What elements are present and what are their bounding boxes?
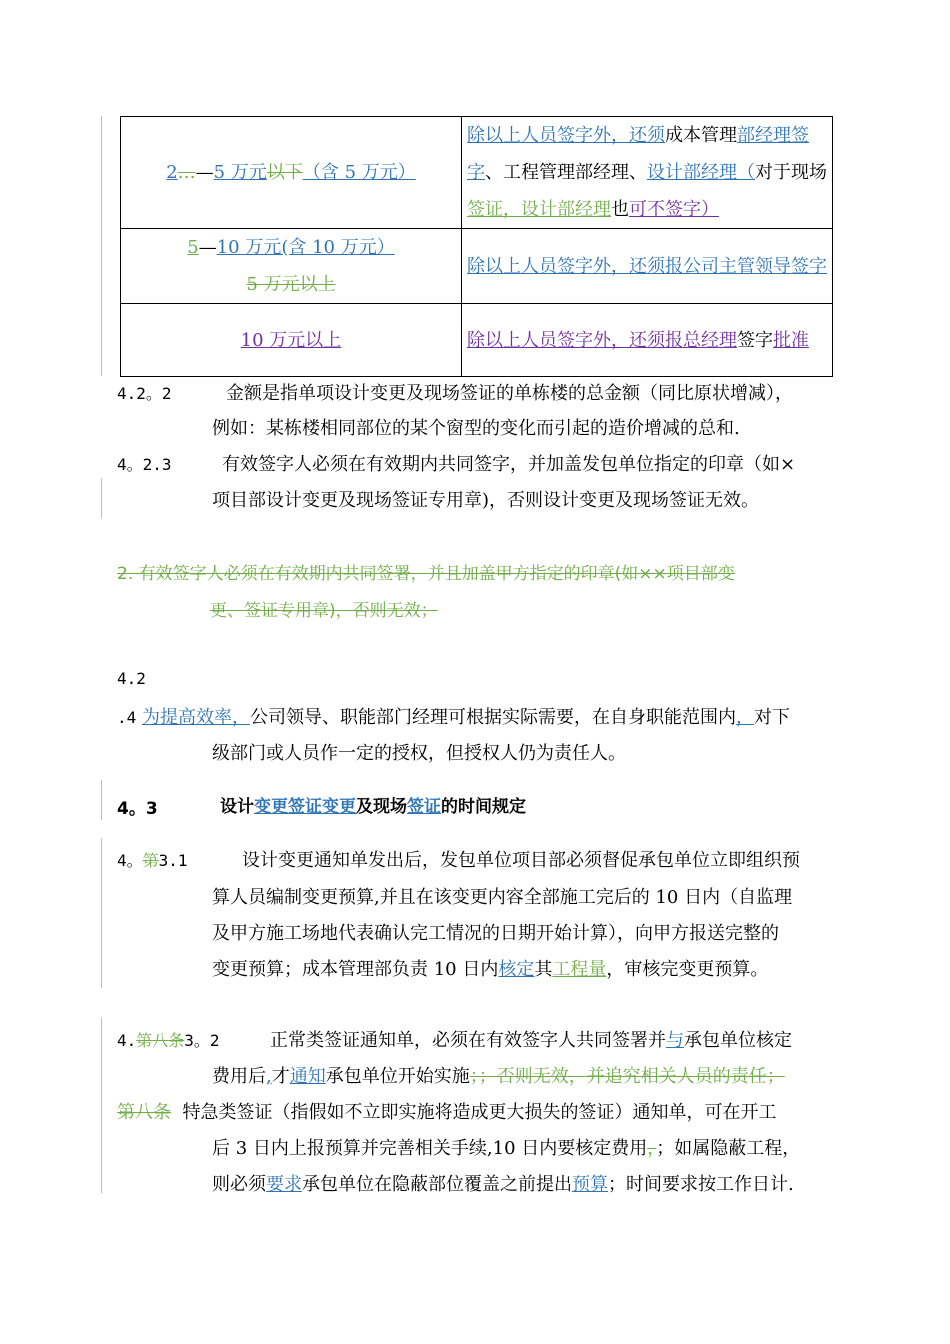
approval-table xyxy=(120,116,833,377)
inserted-text: 除以上人员签字外，还须 xyxy=(467,125,665,146)
table-row xyxy=(121,304,833,377)
clause-text: 级部门或人员作一定的授权，但授权人仍为责任人。 xyxy=(212,743,626,764)
text-run: 承包单位在隐蔽部位覆盖之前提出 xyxy=(302,1174,572,1195)
text-run: 后 3 日内上报预算并完善相关手续,10 日内要核定费用 xyxy=(212,1138,648,1159)
text-run: ；时间要求按工作日计. xyxy=(608,1174,794,1195)
signers-cell xyxy=(462,117,833,229)
clause-text: 例如：某栋楼相同部位的某个窗型的变化而引起的造价增减的总和. xyxy=(212,418,740,439)
text-run: — xyxy=(198,237,217,258)
deleted-text: 第八条 xyxy=(117,1102,171,1123)
text-run: 对下 xyxy=(754,707,790,728)
inserted-text: 变更签证变更 xyxy=(254,797,356,817)
inserted-text: （含 5 万元） xyxy=(302,162,416,183)
amount-range-line xyxy=(121,266,461,303)
text-run: ，审核完变更预算。 xyxy=(606,959,769,980)
deleted-clause: 更、签证专用章)，否则无效； xyxy=(210,601,438,621)
text-run: 费用后 xyxy=(212,1066,266,1087)
inserted-text: 5 xyxy=(187,237,199,258)
section-heading xyxy=(220,792,526,817)
section-number: 4。3 xyxy=(117,799,158,819)
table-row xyxy=(121,117,833,229)
text-run: 承包单位开始实施 xyxy=(325,1066,470,1087)
clause-number-part: 3.1 xyxy=(158,851,188,870)
inserted-text: 签证 xyxy=(407,797,441,817)
table-row xyxy=(121,229,833,304)
text-run: 承包单位核定 xyxy=(684,1030,792,1051)
clause-text: 算人员编制变更预算,并且在该变更内容全部施工完后的 10 日内（自监理 xyxy=(212,887,793,908)
text-run: 公司领导、职能部门经理可根据实际需要，在自身职能范围内 xyxy=(250,707,736,728)
text-run: ；如属隐蔽工程， xyxy=(656,1138,801,1159)
deleted-text: 5 万元以上 xyxy=(246,274,336,295)
clause-text: 及甲方施工场地代表确认完工情况的日期开始计算），向甲方报送完整的 xyxy=(212,923,779,944)
clause-text xyxy=(117,1098,776,1124)
clause-text xyxy=(212,1170,794,1196)
inserted-text: 10 万元以上 xyxy=(240,329,342,351)
inserted-text: 为提高效率， xyxy=(142,707,250,728)
text-run: — xyxy=(195,162,214,183)
clause-text xyxy=(270,1026,792,1052)
change-bar xyxy=(101,780,102,820)
inserted-text: 除以上人员签字外，还须报公司主管领导签字 xyxy=(467,255,827,277)
deleted-text: 第 xyxy=(142,851,159,870)
clause-text: 有效签字人必须在有效期内共同签字，并加盖发包单位指定的印章（如× xyxy=(222,454,796,475)
text-run: 才 xyxy=(271,1066,290,1087)
amount-range-cell xyxy=(121,117,462,229)
text-run: 则必须 xyxy=(212,1174,266,1195)
text-run: 对于现场 xyxy=(755,162,827,183)
signers-cell xyxy=(462,304,833,377)
clause-text xyxy=(212,955,768,981)
amount-range-cell xyxy=(121,304,462,377)
inserted-text: 工程量 xyxy=(552,959,607,980)
clause-text xyxy=(212,1062,785,1088)
amount-range-line xyxy=(121,229,461,266)
text-run: 其 xyxy=(534,959,553,980)
text-run: 特急类签证（指假如不立即实施将造成更大损失的签证）通知单，可在开工 xyxy=(182,1102,777,1123)
clause-number: .4 xyxy=(117,708,137,727)
clause-text xyxy=(117,703,790,729)
text-run: 设计 xyxy=(220,797,254,817)
text-run: 成本管理 xyxy=(665,125,737,146)
text-run: 变更预算；成本管理部负责 10 日内 xyxy=(212,959,499,980)
text-run: 的时间规定 xyxy=(441,797,526,817)
clause-number xyxy=(117,848,188,871)
inserted-text: 与 xyxy=(666,1030,684,1051)
deleted-text: ；；否则无效，并追究相关人员的责任； xyxy=(469,1066,785,1087)
inserted-text: 部经理签字 xyxy=(467,125,809,183)
text-run: 、工程管理部经理、 xyxy=(485,162,647,183)
clause-number: 4。2.3 xyxy=(117,455,172,474)
amount-range-cell xyxy=(121,229,462,304)
clause-number-part: 4。 xyxy=(117,851,143,870)
clause-text: 项目部设计变更及现场签证专用章)，否则设计变更及现场签证无效。 xyxy=(212,490,760,511)
inserted-text: 通知 xyxy=(289,1066,326,1087)
text-run: 及现场 xyxy=(356,797,407,817)
change-bar xyxy=(101,116,102,376)
inserted-text: 10 万元(含 10 万元） xyxy=(216,237,395,258)
deleted-text: 第八条 xyxy=(136,1031,185,1050)
deleted-text: … xyxy=(177,162,196,183)
clause-number-part: 4. xyxy=(117,1031,137,1050)
clause-number-part: 3。2 xyxy=(184,1031,220,1050)
text-run: 正常类签证通知单，必须在有效签字人共同签署并 xyxy=(270,1030,666,1051)
text-run: 也 xyxy=(611,199,629,220)
deleted-text: ， xyxy=(647,1138,657,1159)
inserted-text: 设计部经理（ xyxy=(647,162,755,183)
deleted-clause: 2. 有效签字人必须在有效期内共同签署，并且加盖甲方指定的印章(如××项目部变 xyxy=(117,564,735,584)
inserted-text: 批准 xyxy=(773,329,809,351)
inserted-text: 报总经理 xyxy=(665,329,737,351)
inserted-text: 2 xyxy=(166,162,178,183)
inserted-text: 预算 xyxy=(572,1174,608,1195)
inserted-text: 签证，设计部经理 xyxy=(467,199,611,220)
inserted-text: 5 万元 xyxy=(213,162,267,183)
clause-number xyxy=(117,1028,220,1051)
signers-cell xyxy=(462,229,833,304)
change-bar xyxy=(101,1018,102,1193)
inserted-text: 除以上人员签字外，还须 xyxy=(467,329,665,351)
inserted-text: 核定 xyxy=(498,959,535,980)
inserted-text: 要求 xyxy=(266,1174,302,1195)
text-run: 签字 xyxy=(737,329,773,351)
clause-text: 金额是指单项设计变更及现场签证的单栋楼的总金额（同比原状增减）， xyxy=(226,383,793,404)
inserted-text: 可不签字） xyxy=(629,199,719,220)
change-bar xyxy=(101,478,102,518)
clause-text xyxy=(212,1134,800,1160)
clause-text: 设计变更通知单发出后，发包单位项目部必须督促承包单位立即组织预 xyxy=(242,850,800,871)
change-bar xyxy=(101,838,102,988)
inserted-text: , xyxy=(266,1066,272,1087)
deleted-text: 以下 xyxy=(266,162,303,183)
clause-number: 4.2 xyxy=(117,669,146,688)
inserted-text: ， xyxy=(736,707,754,728)
clause-number: 4.2。2 xyxy=(117,384,172,403)
